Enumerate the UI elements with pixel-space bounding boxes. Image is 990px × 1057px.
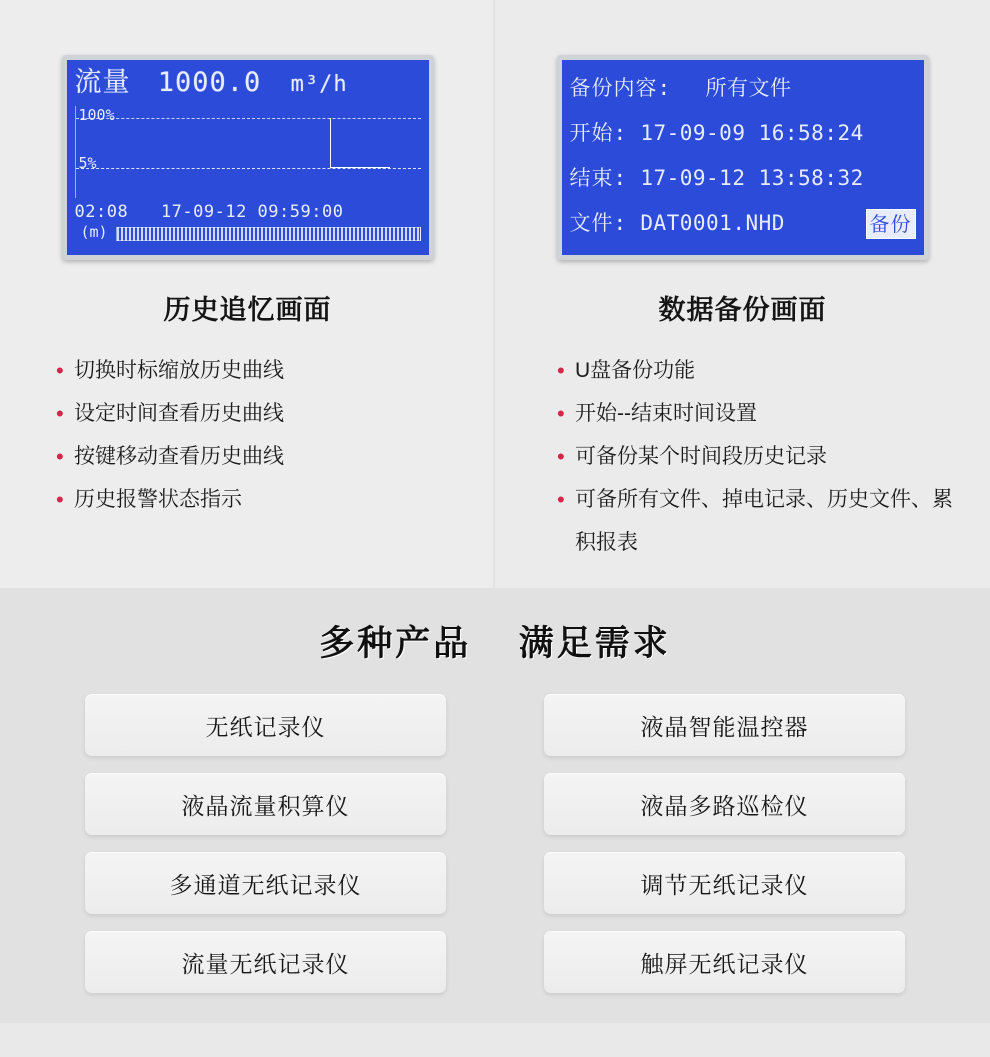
product-chip[interactable]: 触屏无纸记录仪 [544,931,905,993]
gridline-top [76,118,421,119]
product-grid [0,694,990,993]
scroll-bar[interactable] [116,227,421,241]
lcd-backup-row-start [570,111,916,156]
feature-panel-history [0,0,495,588]
trend-curve-horizontal [330,167,390,168]
backup-content-value: 所有文件 [705,76,792,100]
backup-file-value: DAT0001.NHD [640,211,785,235]
feature-list-backup [523,349,962,564]
backup-start-label: 开始: [569,121,628,145]
list-item: • 按键移动查看历史曲线 [56,435,459,478]
backup-file-label: 文件: [569,211,628,235]
lcd-history-graph [75,106,421,198]
product-chip[interactable]: 无纸记录仪 [85,694,446,756]
product-chip[interactable]: 多通道无纸记录仪 [85,852,446,914]
lcd-history-title: 流量 [74,67,131,98]
lcd-backup-row-end [570,156,916,201]
axis-label-mid: 5% [78,154,97,172]
list-item: • 可备所有文件、掉电记录、历史文件、累积报表 [557,478,954,564]
section-title-part1: 多种产品 [319,624,472,663]
lcd-backup-row-file [570,201,916,246]
product-chip[interactable]: 液晶多路巡检仪 [544,773,905,835]
lcd-history-value: 1000.0 [157,67,262,98]
lcd-history-timestamp: 17-09-12 09:59:00 [160,202,344,222]
trend-curve-vertical [330,118,331,168]
lcd-history-footer [75,223,421,241]
product-chip[interactable]: 液晶智能温控器 [544,694,905,756]
feature-list-history [28,349,467,521]
list-item: • 开始--结束时间设置 [557,392,954,435]
lcd-history-timebar [75,202,421,222]
backup-end-label: 结束: [569,166,628,190]
lcd-history-unit: m³/h [290,72,348,97]
lcd-history-header [75,66,421,102]
backup-end-value: 17-09-12 13:58:32 [640,166,864,190]
backup-start-value: 17-09-09 16:58:24 [640,121,864,145]
list-item: • 历史报警状态指示 [56,478,459,521]
gridline-mid [76,168,421,169]
section-title-part2: 满足需求 [518,624,671,663]
list-item: • 切换时标缩放历史曲线 [56,349,459,392]
lcd-backup-row-content [570,66,916,111]
section-title [0,616,990,666]
list-item: • U盘备份功能 [557,349,954,392]
backup-content-label: 备份内容: [569,76,672,100]
lcd-screen-history [62,55,434,260]
axis-label-top: 100% [78,106,115,124]
product-chip[interactable]: 调节无纸记录仪 [544,852,905,914]
lcd-screen-backup [557,55,929,260]
lcd-history-time-left: 02:08 [74,202,129,222]
feature-panel-backup [495,0,990,588]
list-item: • 可备份某个时间段历史记录 [557,435,954,478]
panel-caption-backup: 数据备份画面 [658,295,827,325]
product-chip[interactable]: 液晶流量积算仪 [85,773,446,835]
product-section [0,588,990,1023]
panel-caption-history: 历史追忆画面 [163,295,332,325]
product-chip[interactable]: 流量无纸记录仪 [85,931,446,993]
list-item: • 设定时间查看历史曲线 [56,392,459,435]
axis-x-unit: (m) [80,223,108,241]
backup-button[interactable]: 备份 [866,209,916,239]
